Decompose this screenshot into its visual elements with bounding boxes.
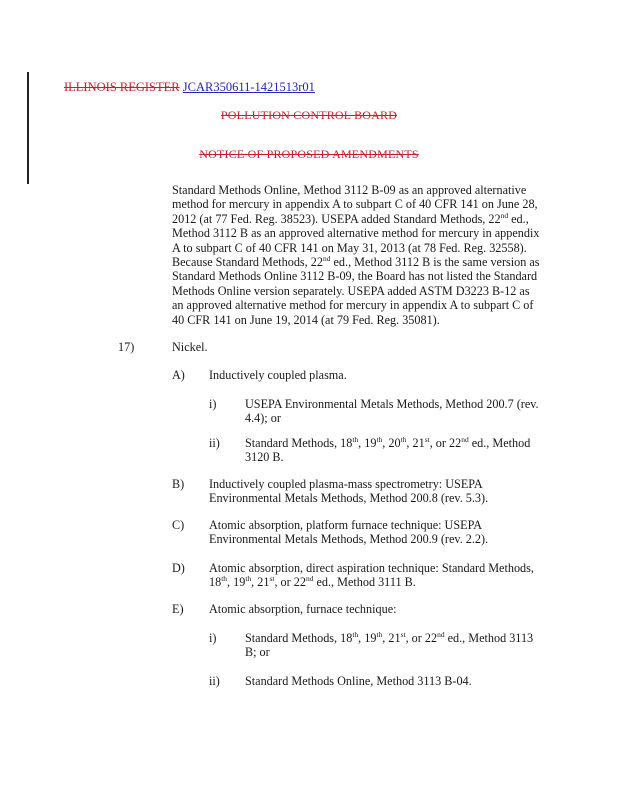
item-e-text: Atomic absorption, furnace technique: xyxy=(209,602,397,616)
item-a-ii-label: ii) xyxy=(209,436,220,450)
register-header xyxy=(64,80,315,95)
change-margin-bar xyxy=(27,72,29,184)
item-d-text: Atomic absorption, direct aspiration technique: Standard Methods, 18th, 19th, 21st, or 22nd ed., Method 3111 B. xyxy=(209,561,534,590)
intro-paragraph: Standard Methods Online, Method 3112 B-09 as an approved alternative method for mercury in appendix A to subpart C of 40 CFR 141 on June 28, 2012 (at 77 Fed. Reg. 38523). USEPA added Standard Methods, 22nd ed., Method 3112 B as an approved alternative method for mercury in appendix A to subpart C of 40 CFR 141 on May 31, 2013 (at 78 Fed. Reg. 32558). Because Standard Methods, 22nd ed., Method 3112 B is the same version as Standard Methods Online 3112 B-09, the Board has not listed the Standard Methods Online version separately. USEPA added ASTM D3223 B-12 as an approved alternative method for mercury in appendix A to subpart C of 40 CFR 141 on June 19, 2014 (at 79 Fed. Reg. 35081). xyxy=(172,183,540,327)
notice-title: NOTICE OF PROPOSED AMENDMENTS xyxy=(199,147,419,161)
item-a-text: Inductively coupled plasma. xyxy=(209,368,347,382)
item-c-label: C) xyxy=(172,518,185,532)
register-header-struck: ILLINOIS REGISTER xyxy=(64,80,180,94)
item-e-i-text: Standard Methods, 18th, 19th, 21st, or 22nd ed., Method 3113 B; or xyxy=(245,629,534,660)
item-b-label: B) xyxy=(172,477,185,491)
item-17-title: Nickel. xyxy=(172,340,208,354)
item-a-label: A) xyxy=(172,368,185,382)
item-a-ii-text: Standard Methods, 18th, 19th, 20th, 21st, or 22nd ed., Method 3120 B. xyxy=(245,434,531,465)
item-e-ii-text: Standard Methods Online, Method 3113 B-04. xyxy=(245,674,472,688)
item-e-i-label: i) xyxy=(209,631,217,645)
item-b-text: Inductively coupled plasma-mass spectrometry: USEPA Environmental Metals Methods, Method 200.8 (rev. 5.3). xyxy=(209,477,489,506)
register-header-inserted: JCAR350611-1421513r01 xyxy=(182,80,315,94)
item-a-i-text: USEPA Environmental Metals Methods, Method 200.7 (rev. 4.4); or xyxy=(245,397,539,426)
item-d-label: D) xyxy=(172,561,185,575)
item-c-text: Atomic absorption, platform furnace technique: USEPA Environmental Metals Methods, Method 200.9 (rev. 2.2). xyxy=(209,518,489,547)
board-title: POLLUTION CONTROL BOARD xyxy=(220,108,398,122)
item-e-label: E) xyxy=(172,602,184,616)
item-a-i-label: i) xyxy=(209,397,217,411)
item-e-ii-label: ii) xyxy=(209,674,220,688)
item-17-number: 17) xyxy=(118,340,135,354)
